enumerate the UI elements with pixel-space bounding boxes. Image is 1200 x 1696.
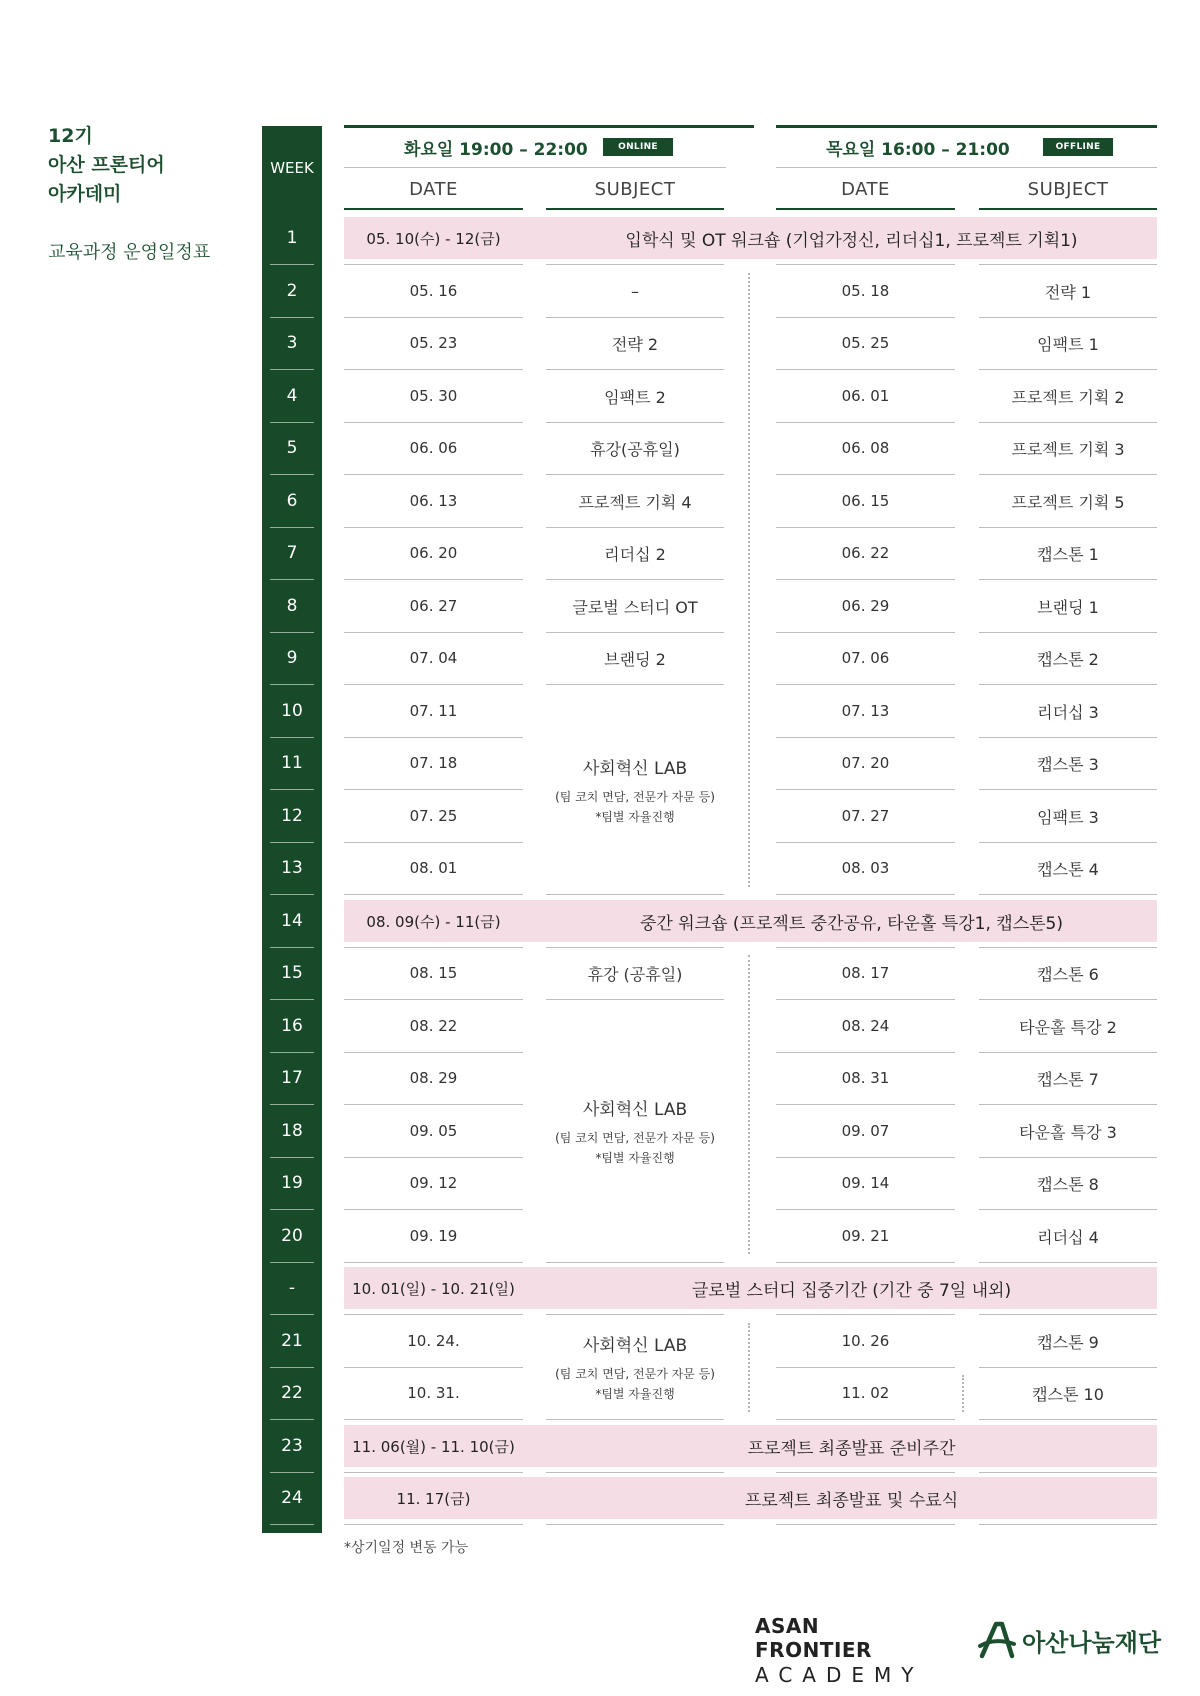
thu-subject: 캡스톤 7 xyxy=(1037,1069,1099,1089)
social-lab-note: *팀별 자율진행 xyxy=(595,809,675,824)
social-lab-note: (팀 코치 면담, 전문가 자문 등) xyxy=(555,1367,715,1381)
week-number: 17 xyxy=(281,1068,303,1088)
tue-date: 07. 04 xyxy=(409,649,458,667)
week-number: 6 xyxy=(286,491,298,511)
week-number: 9 xyxy=(286,648,298,668)
thu-subject: 캡스톤 1 xyxy=(1037,544,1099,564)
tue-date: 09. 19 xyxy=(409,1227,458,1245)
row-separator xyxy=(776,894,955,895)
tue-date: 07. 11 xyxy=(409,702,458,720)
week-number: 22 xyxy=(281,1383,303,1403)
tue-subject: – xyxy=(631,281,639,301)
highlight-row-date: 08. 09(수) - 11(금) xyxy=(366,912,501,931)
highlight-row-text: 입학식 및 OT 워크숍 (기업가정신, 리더십1, 프로젝트 기획1) xyxy=(625,230,1078,251)
thu-subject: 임팩트 3 xyxy=(1037,807,1099,827)
row-separator xyxy=(344,1472,523,1473)
thu-subject: 캡스톤 10 xyxy=(1032,1384,1104,1404)
thu-subject: 전략 1 xyxy=(1044,282,1092,302)
tue-subject: 임팩트 2 xyxy=(604,387,666,407)
thu-date: 07. 13 xyxy=(841,702,890,720)
week-number: 3 xyxy=(286,333,298,353)
thu-subject: 프로젝트 기획 5 xyxy=(1011,492,1125,512)
week-number: 12 xyxy=(281,806,303,826)
thu-subject: 프로젝트 기획 2 xyxy=(1011,387,1125,407)
brand-korean xyxy=(978,1618,1161,1662)
thu-date: 09. 21 xyxy=(841,1227,890,1245)
row-separator xyxy=(344,1524,523,1525)
header-sep-tuesday xyxy=(344,167,726,168)
tue-date: 06. 27 xyxy=(409,597,458,615)
social-lab-note: *팀별 자율진행 xyxy=(595,1151,675,1165)
social-lab-block xyxy=(546,1315,724,1420)
top-rule-tuesday xyxy=(344,125,754,128)
tue-date: 05. 30 xyxy=(409,387,458,405)
thu-subject: 캡스톤 9 xyxy=(1037,1332,1099,1352)
thu-subject: 타운홀 특강 2 xyxy=(1019,1017,1117,1037)
thu-subject: 리더십 4 xyxy=(1037,1227,1099,1247)
section-divider xyxy=(748,1323,750,1412)
row-separator xyxy=(546,1472,724,1473)
tue-date: 09. 12 xyxy=(409,1174,458,1192)
highlight-row-text: 중간 워크숍 (프로젝트 중간공유, 타운홀 특강1, 캡스톤5) xyxy=(640,913,1063,934)
tue-date: 06. 06 xyxy=(409,439,458,457)
row-separator xyxy=(776,1524,955,1525)
row-separator xyxy=(344,1262,523,1263)
footnote: *상기일정 변동 가능 xyxy=(344,1540,469,1556)
thu-date: 08. 03 xyxy=(841,859,890,877)
highlight-row-date: 10. 01(일) - 10. 21(일) xyxy=(352,1279,515,1298)
tue-date: 10. 31. xyxy=(407,1384,460,1402)
social-lab-note: (팀 코치 면담, 전문가 자문 등) xyxy=(555,789,715,804)
tue-date: 09. 05 xyxy=(409,1122,458,1140)
thu-date: 06. 29 xyxy=(841,597,890,615)
tue-date: 06. 20 xyxy=(409,544,458,562)
tuesday-header: 화요일 19:00 – 22:00 xyxy=(404,139,588,160)
thu-date: 07. 20 xyxy=(841,754,890,772)
week-number: 18 xyxy=(281,1121,303,1141)
week-number: 7 xyxy=(286,543,298,563)
tue-date: 08. 01 xyxy=(409,859,458,877)
week-number: 2 xyxy=(286,281,298,301)
highlight-row-date: 11. 17(금) xyxy=(396,1489,471,1508)
thu-subject: 임팩트 1 xyxy=(1037,334,1099,354)
tue-date: 10. 24. xyxy=(407,1332,460,1350)
tue-subject: 프로젝트 기획 4 xyxy=(578,492,692,512)
top-rule-thursday xyxy=(776,125,1157,128)
tue-date: 07. 18 xyxy=(409,754,458,772)
week-number: - xyxy=(288,1278,296,1298)
col-head-thu-subject: SUBJECT xyxy=(1027,178,1109,200)
social-lab-title: 사회혁신 LAB xyxy=(582,1100,688,1120)
tue-date: 08. 22 xyxy=(409,1017,458,1035)
social-lab-title: 사회혁신 LAB xyxy=(582,758,688,779)
thu-date: 06. 08 xyxy=(841,439,890,457)
section-divider xyxy=(962,1375,964,1412)
week-number: 23 xyxy=(281,1436,303,1456)
thu-date: 05. 25 xyxy=(841,334,890,352)
row-separator xyxy=(776,1262,955,1263)
week-number: 5 xyxy=(286,438,298,458)
row-separator xyxy=(979,1524,1157,1525)
highlight-row-date: 11. 06(월) - 11. 10(금) xyxy=(352,1437,515,1456)
highlight-row-date: 05. 10(수) - 12(금) xyxy=(366,229,501,248)
thu-subject: 브랜딩 1 xyxy=(1037,597,1099,617)
brand-english xyxy=(755,1614,925,1688)
thu-subject: 캡스톤 8 xyxy=(1037,1174,1099,1194)
brand-english-line-1: ASAN FRONTIER xyxy=(755,1614,872,1662)
social-lab-block xyxy=(546,1000,724,1263)
row-separator xyxy=(776,1419,955,1420)
highlight-row-text: 글로벌 스터디 집중기간 (기간 중 7일 내외) xyxy=(691,1280,1012,1301)
row-separator xyxy=(344,894,523,895)
thu-subject: 캡스톤 6 xyxy=(1037,964,1099,984)
thu-subject: 리더십 3 xyxy=(1037,702,1099,722)
tue-subject: 휴강(공휴일) xyxy=(590,439,680,459)
week-number: 13 xyxy=(281,858,303,878)
week-column xyxy=(262,126,322,1533)
tue-date: 08. 15 xyxy=(409,964,458,982)
side-subtitle: 교육과정 운영일정표 xyxy=(48,242,211,263)
week-number: 19 xyxy=(281,1173,303,1193)
title-line-1: 12기 xyxy=(48,125,93,147)
thu-date: 08. 31 xyxy=(841,1069,890,1087)
row-separator xyxy=(979,1472,1157,1473)
offline-badge: OFFLINE xyxy=(1043,138,1113,156)
col-head-underline-4 xyxy=(979,208,1157,210)
thu-date: 06. 22 xyxy=(841,544,890,562)
week-number: 20 xyxy=(281,1226,303,1246)
thu-subject: 프로젝트 기획 3 xyxy=(1011,439,1125,459)
highlight-row-text: 프로젝트 최종발표 및 수료식 xyxy=(744,1490,959,1511)
col-head-underline-1 xyxy=(344,208,523,210)
row-separator xyxy=(979,1262,1157,1263)
tue-subject: 글로벌 스터디 OT xyxy=(572,597,698,617)
brand-english-line-2: ACADEMY xyxy=(755,1663,924,1687)
tue-date: 06. 13 xyxy=(409,492,458,510)
col-head-thu-date: DATE xyxy=(841,178,890,200)
week-number: 10 xyxy=(281,701,303,721)
tue-subject: 휴강 (공휴일) xyxy=(587,964,683,984)
col-head-underline-2 xyxy=(546,208,724,210)
thu-date: 10. 26 xyxy=(841,1332,890,1350)
thu-date: 06. 01 xyxy=(841,387,890,405)
week-number: 21 xyxy=(281,1331,303,1351)
row-separator xyxy=(979,1419,1157,1420)
week-number: 24 xyxy=(281,1488,303,1508)
thu-subject: 캡스톤 2 xyxy=(1037,649,1099,669)
thu-date: 08. 17 xyxy=(841,964,890,982)
tue-date: 07. 25 xyxy=(409,807,458,825)
row-separator xyxy=(344,1419,523,1420)
week-number: 16 xyxy=(281,1016,303,1036)
thu-date: 07. 27 xyxy=(841,807,890,825)
week-number: 4 xyxy=(286,386,298,406)
side-title xyxy=(48,122,165,209)
thu-date: 08. 24 xyxy=(841,1017,890,1035)
highlight-row-text: 프로젝트 최종발표 준비주간 xyxy=(747,1438,956,1459)
row-separator xyxy=(546,1524,724,1525)
week-number: 15 xyxy=(281,963,303,983)
thu-date: 05. 18 xyxy=(841,282,890,300)
section-divider xyxy=(748,955,750,1254)
row-separator xyxy=(776,1472,955,1473)
week-number: 8 xyxy=(286,596,298,616)
thu-date: 09. 07 xyxy=(841,1122,890,1140)
title-line-3: 아카데미 xyxy=(48,183,122,205)
week-header: WEEK xyxy=(270,159,314,177)
title-line-2: 아산 프론티어 xyxy=(48,154,165,176)
online-badge: ONLINE xyxy=(603,138,673,156)
social-lab-note: (팀 코치 면담, 전문가 자문 등) xyxy=(555,1131,715,1145)
tue-subject: 전략 2 xyxy=(611,334,659,354)
thu-subject: 캡스톤 3 xyxy=(1037,754,1099,774)
tue-date: 05. 16 xyxy=(409,282,458,300)
thu-date: 07. 06 xyxy=(841,649,890,667)
social-lab-title: 사회혁신 LAB xyxy=(582,1336,688,1356)
col-head-tue-subject: SUBJECT xyxy=(594,178,676,200)
header-sep-thursday xyxy=(776,167,1157,168)
thu-date: 06. 15 xyxy=(841,492,890,510)
col-head-tue-date: DATE xyxy=(409,178,458,200)
social-lab-note: *팀별 자율진행 xyxy=(595,1387,675,1401)
asan-logo-icon xyxy=(978,1620,1016,1660)
thu-date: 11. 02 xyxy=(841,1384,890,1402)
tue-subject: 리더십 2 xyxy=(604,544,666,564)
row-separator xyxy=(979,894,1157,895)
week-number: 11 xyxy=(281,753,303,773)
week-number: 1 xyxy=(286,228,298,248)
tue-subject: 브랜딩 2 xyxy=(604,649,666,669)
thu-subject: 캡스톤 4 xyxy=(1037,859,1099,879)
social-lab-block xyxy=(546,685,724,895)
thursday-header: 목요일 16:00 – 21:00 xyxy=(826,139,1010,160)
col-head-underline-3 xyxy=(776,208,955,210)
tue-date: 05. 23 xyxy=(409,334,458,352)
week-number: 14 xyxy=(281,911,303,931)
week-separator xyxy=(270,1524,314,1525)
thu-subject: 타운홀 특강 3 xyxy=(1019,1122,1117,1142)
tue-date: 08. 29 xyxy=(409,1069,458,1087)
section-divider xyxy=(748,273,750,887)
thu-date: 09. 14 xyxy=(841,1174,890,1192)
brand-korean-text: 아산나눔재단 xyxy=(1022,1628,1162,1657)
